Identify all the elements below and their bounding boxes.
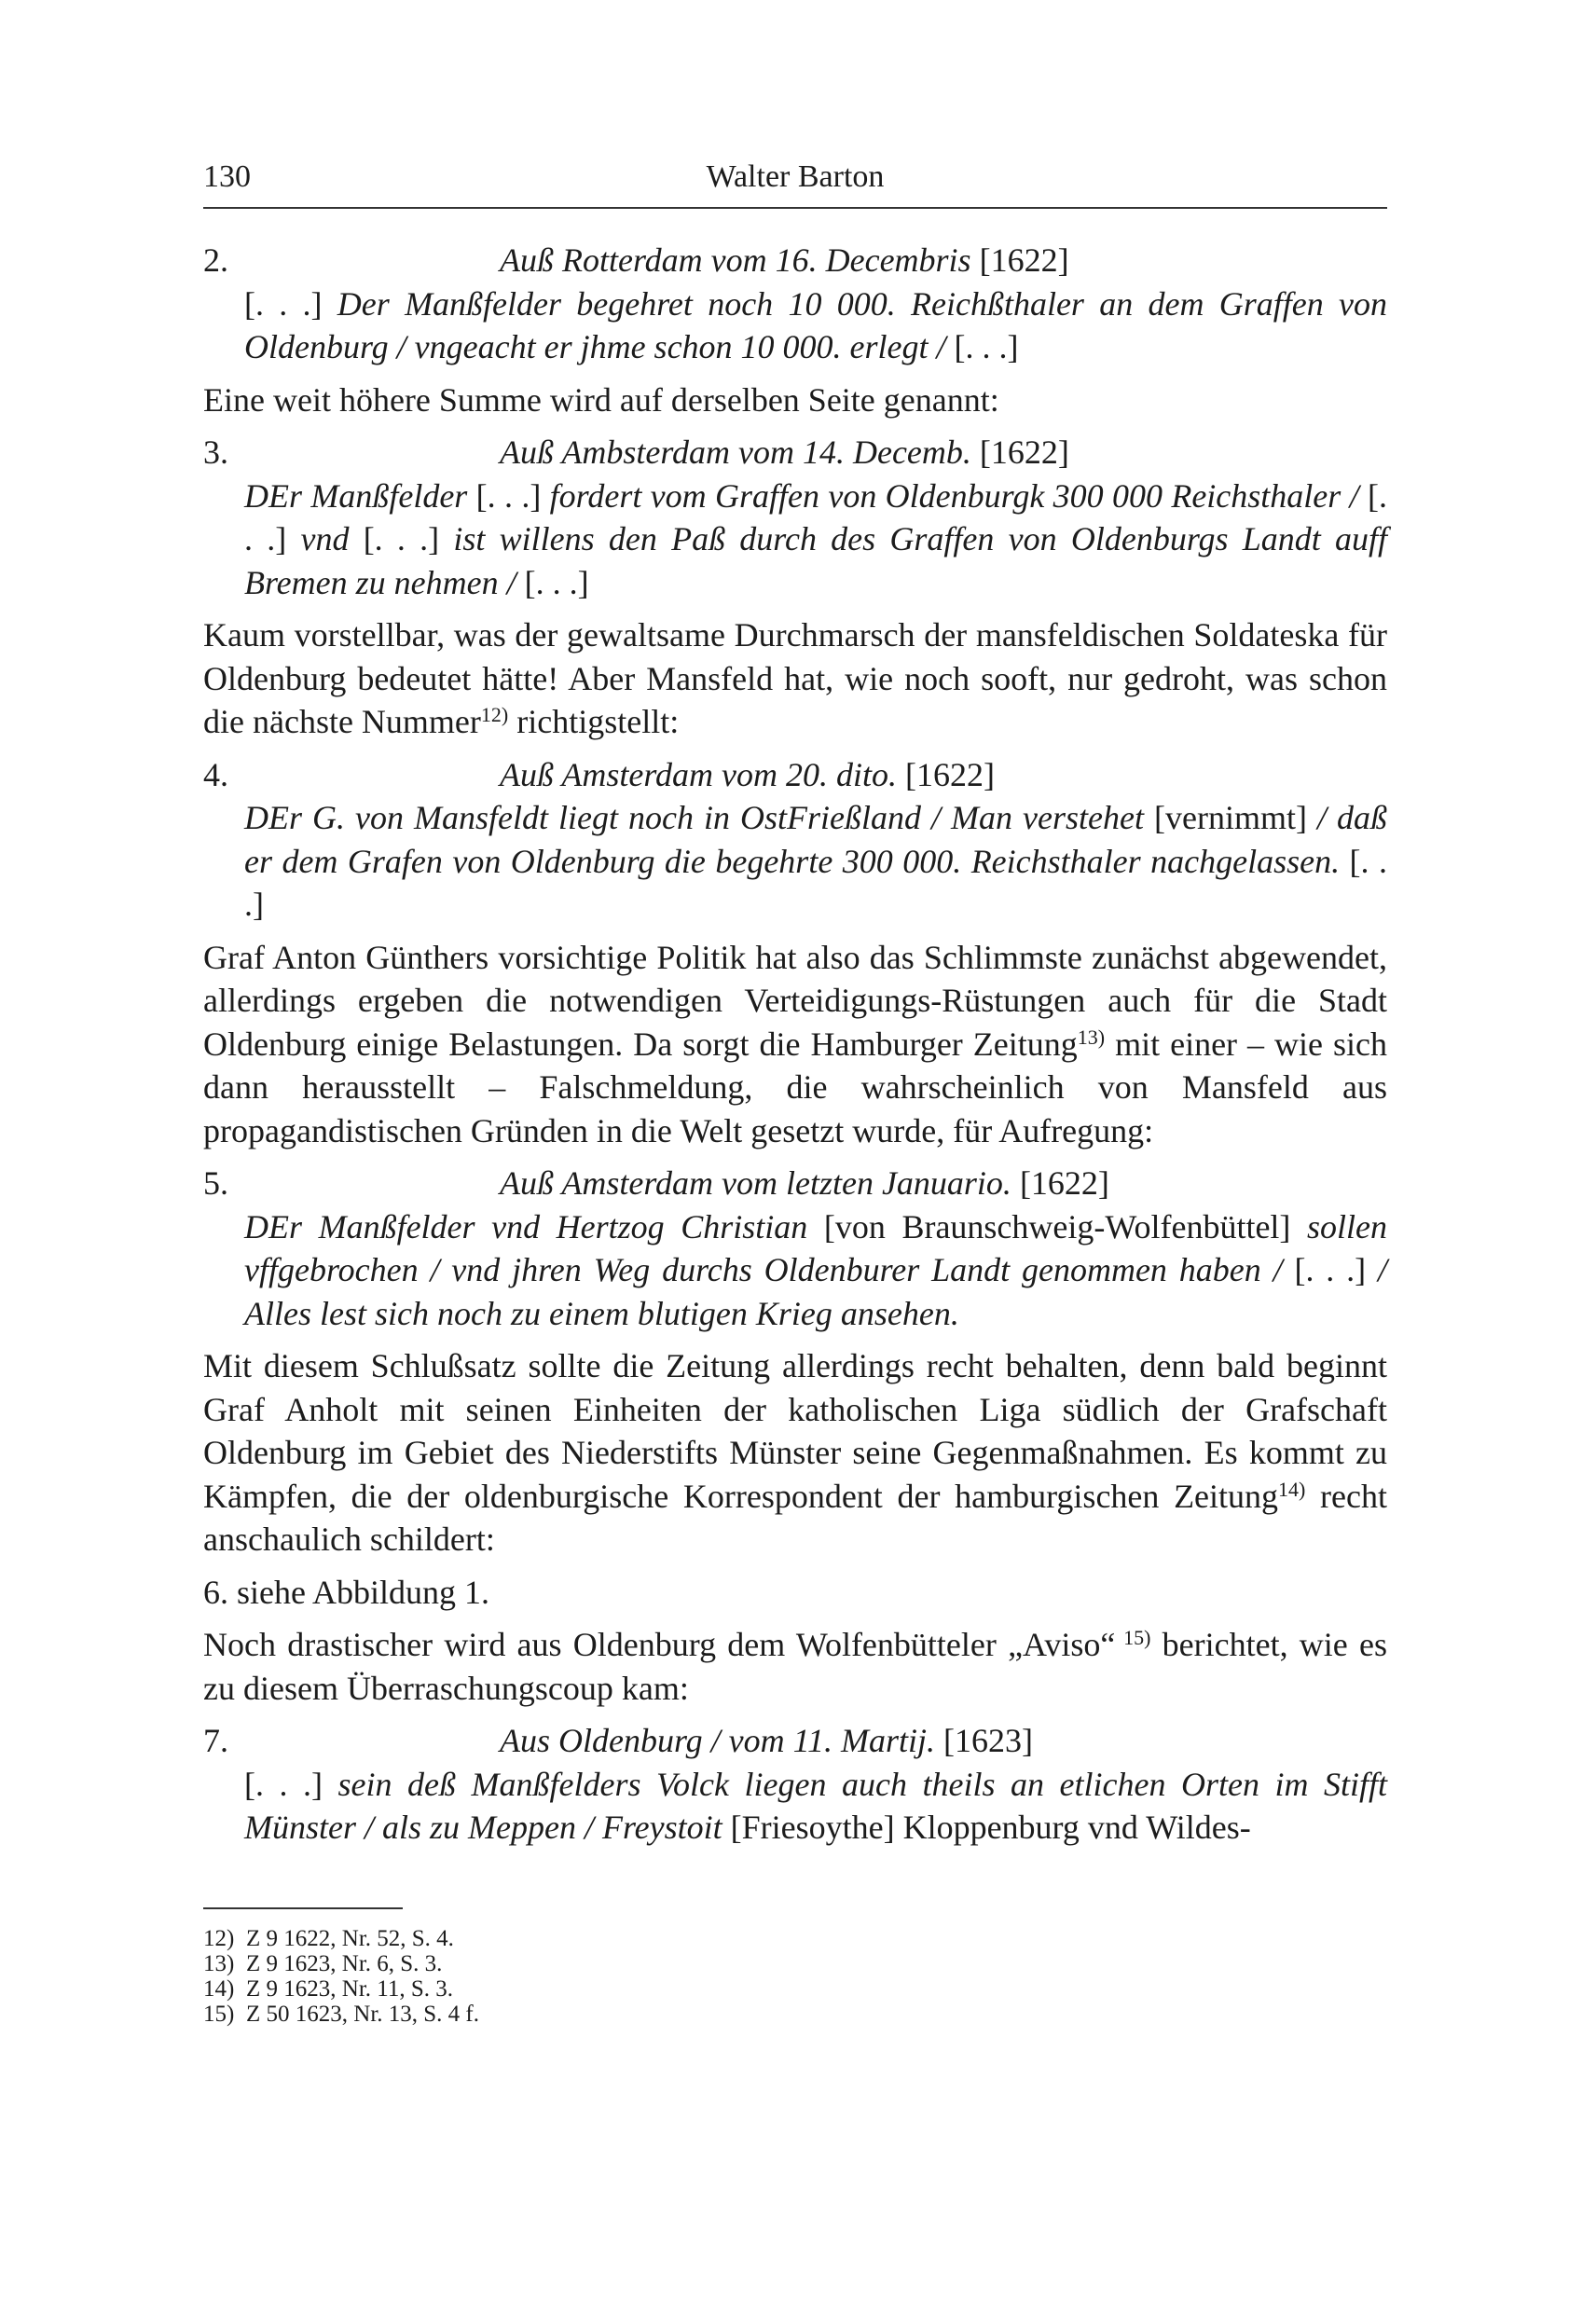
footnote-mark: 14): [203, 1976, 235, 2002]
entry-source-text: Auß Amsterdam vom letzten Januario.: [500, 1164, 1011, 1202]
page-header: [203, 157, 1387, 209]
entry-number: 3.: [203, 434, 228, 471]
footnote: [203, 2002, 949, 2027]
entry-heading: [203, 431, 1387, 475]
body-paragraph: [203, 1623, 1387, 1710]
quote-fragment: [. . .]: [524, 563, 589, 601]
page-number: 130: [203, 159, 251, 194]
footnote-ref: 13): [1077, 1025, 1106, 1049]
footnote-mark: 12): [203, 1926, 235, 1951]
entry-year: [1622]: [979, 434, 1069, 471]
quote-fragment: DEr Manßfelder vnd Hertzog Christian: [244, 1207, 824, 1245]
quote-fragment: / daß er dem Grafen von Oldenburg die begehrte 300 000. Reichsthaler nachgelassen.: [244, 799, 1387, 880]
body-paragraph: [203, 613, 1387, 744]
entry-year: [1623]: [942, 1722, 1033, 1759]
entry-source-text: Aus Oldenburg / vom 11. Martij.: [500, 1722, 935, 1759]
text-fragment: recht anschaulich schildert:: [203, 1477, 1387, 1558]
body-paragraph: [203, 1344, 1387, 1562]
entry-source: [500, 1162, 1109, 1205]
footnote-ref: 12): [480, 703, 509, 726]
quote-fragment: sollen vffgebrochen / vnd jhren Weg durchs Oldenburer Landt genommen haben /: [244, 1207, 1387, 1288]
footnote-text: Z 50 1623, Nr. 13, S. 4 f.: [246, 2002, 479, 2027]
quote-entry-4: [203, 753, 1387, 927]
footnote: [203, 1951, 949, 1976]
footnote-text: Z 9 1623, Nr. 11, S. 3.: [246, 1976, 453, 2002]
quote-entry-7: [203, 1719, 1387, 1850]
quote-fragment: [. . .]: [244, 476, 1387, 557]
quote-text: [203, 282, 1387, 369]
entry-source-text: Auß Ambsterdam vom 14. Decemb.: [500, 434, 971, 471]
quote-fragment: [. . .]: [475, 476, 542, 515]
quote-fragment: vnd: [286, 520, 364, 557]
body-paragraph: [203, 936, 1387, 1153]
quote-fragment: [. . .]: [363, 520, 440, 557]
footnotes: [203, 1926, 949, 2027]
entry-year: [1622]: [1019, 1164, 1109, 1202]
quote-fragment: [. . .]: [244, 284, 323, 323]
text-fragment: richtigstellt:: [508, 703, 680, 740]
entry-number: 7.: [203, 1722, 228, 1759]
quote-fragment: fordert vom Graffen von Oldenburgk 300 000 Reichsthaler /: [541, 476, 1368, 515]
footnote: [203, 1926, 949, 1951]
text-fragment: mit einer – wie sich dann herausstellt – Falschmeldung, die wahrscheinlich von Mansfeld aus propagandistischen Gründen in die Welt gesetzt wurde, für Aufregung:: [203, 1025, 1387, 1149]
quote-text: [203, 1763, 1387, 1850]
quote-fragment: [Friesoythe] Kloppenburg vnd Wildes-: [730, 1809, 1251, 1846]
quote-entry-3: [203, 431, 1387, 604]
text-fragment: Kaum vorstellbar, was der gewaltsame Durchmarsch der mansfeldischen Soldateska für Oldenburg bedeutet hätte! Aber Mansfeld hat, wie noch sooft, nur gedroht, was schon die nächste Nummer: [203, 616, 1387, 740]
entry-source-text: Auß Rotterdam vom 16. Decembris: [500, 241, 971, 279]
page-body: [203, 239, 1387, 1859]
text-fragment: Mit diesem Schlußsatz sollte die Zeitung allerdings recht behalten, denn bald beginnt Graf Anholt mit seinen Einheiten der katholischen Liga südlich der Grafschaft Oldenburg im Gebiet des Niederstifts Münster seine Gegenmaßnahmen. Es kommt zu Kämpfen, die der oldenburgische Korrespondent der hamburgischen Zeitung: [203, 1347, 1387, 1515]
entry-source: [500, 1719, 1033, 1763]
entry-year: [1622]: [904, 755, 995, 793]
text-fragment: Graf Anton Günthers vorsichtige Politik hat also das Schlimmste zunächst abgewendet, allerdings ergeben die notwendigen Verteidigungs-Rüstungen auch für die Stadt Oldenburg einige Belastungen. Da sorgt die Hamburger Zeitung: [203, 938, 1387, 1063]
quote-fragment: ist willens den Paß durch des Graffen von Oldenburgs Landt auff Bremen zu nehmen /: [244, 520, 1387, 601]
entry-source: [500, 239, 1069, 282]
footnote-ref: 14): [1278, 1477, 1306, 1501]
quote-fragment: [. . .]: [1294, 1251, 1367, 1288]
entry-number: 2.: [203, 241, 228, 279]
entry-source-text: Auß Amsterdam vom 20. dito.: [500, 755, 897, 793]
figure-reference: 6. siehe Abbildung 1.: [203, 1573, 489, 1611]
footnote-text: Z 9 1623, Nr. 6, S. 3.: [246, 1951, 443, 1976]
footnote-text: Z 9 1622, Nr. 52, S. 4.: [246, 1926, 454, 1951]
entry-heading: [203, 1719, 1387, 1763]
quote-fragment: sein deß Manßfelders Volck liegen auch theils an etlichen Orten im Stifft Münster / als zu Meppen / Freystoit: [244, 1765, 1387, 1846]
text-fragment: Noch drastischer wird aus Oldenburg dem Wolfenbütteler „Aviso“: [203, 1626, 1116, 1663]
quote-entry-5: [203, 1162, 1387, 1335]
quote-fragment: [von Braunschweig-Wolfenbüttel]: [823, 1207, 1291, 1245]
quote-text: [203, 475, 1387, 605]
entry-heading: [203, 753, 1387, 797]
running-head: Walter Barton: [706, 159, 885, 194]
quote-fragment: / Alles lest sich noch zu einem blutigen Krieg ansehen.: [244, 1251, 1387, 1332]
quote-fragment: DEr G. von Mansfeldt liegt noch in OstFrießland / Man verstehet: [244, 799, 1155, 836]
footnote-rule: [203, 1907, 403, 1909]
entry-year: [1622]: [979, 241, 1069, 279]
quote-entry-2: [203, 239, 1387, 369]
entry-source: [500, 431, 1069, 475]
body-paragraph: Eine weit höhere Summe wird auf derselben Seite genannt:: [203, 380, 999, 419]
entry-number: 5.: [203, 1164, 228, 1202]
quote-fragment: [. . .]: [244, 842, 1387, 923]
quote-fragment: [vernimmt]: [1154, 799, 1307, 836]
entry-heading: [203, 1162, 1387, 1205]
quote-fragment: Der Manßfelder begehret noch 10 000. Reichßthaler an dem Graffen von Oldenburg / vngeacht er jhme schon 10 000. erlegt /: [244, 284, 1387, 365]
quote-fragment: DEr Manßfelder: [244, 476, 476, 515]
footnote: [203, 1976, 949, 2002]
quote-text: [203, 796, 1387, 927]
footnote-mark: 13): [203, 1951, 235, 1976]
quote-fragment: [. . .]: [244, 1765, 323, 1803]
text-fragment: berichtet, wie es zu diesem Überraschungscoup kam:: [203, 1626, 1387, 1707]
entry-heading: [203, 239, 1387, 282]
footnote-mark: 15): [203, 2002, 235, 2027]
entry-number: 4.: [203, 755, 228, 793]
quote-text: [203, 1205, 1387, 1336]
footnote-ref: 15): [1115, 1626, 1151, 1649]
entry-source: [500, 753, 995, 797]
quote-fragment: [. . .]: [954, 328, 1019, 365]
